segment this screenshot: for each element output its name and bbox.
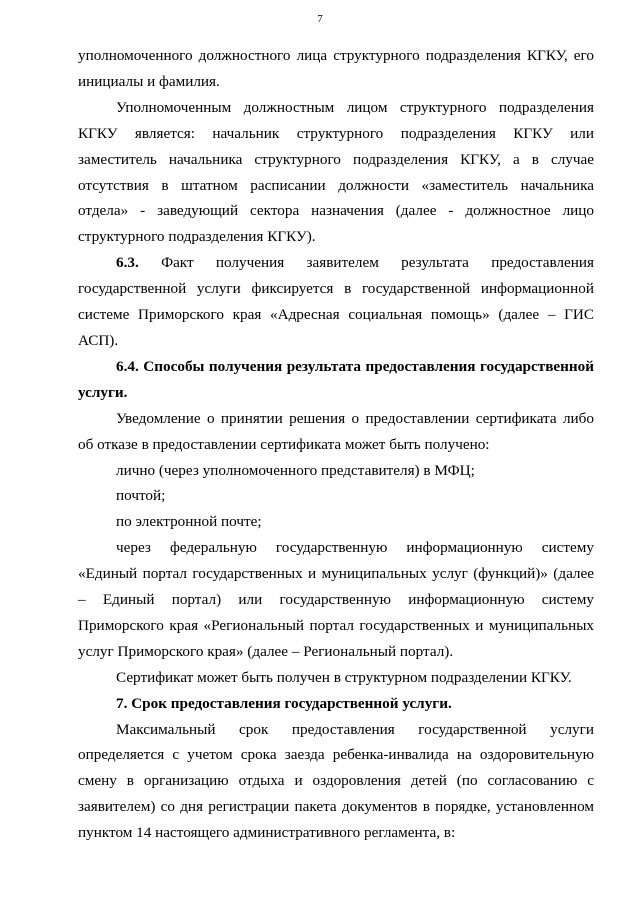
list-item-in-person: лично (через уполномоченного представителя) в МФЦ; [116, 461, 475, 479]
document-body [78, 43, 594, 846]
paragraph-official-initials: уполномоченного должностного лица структурного подразделения КГКУ, его инициалы и фамилия. [78, 47, 594, 90]
paragraph-certificate: Сертификат может быть получен в структурном подразделении КГКУ. [116, 668, 572, 686]
paragraph-6-3 [78, 250, 594, 354]
heading-6-4: 6.4. Способы получения результата предоставления государственной услуги. [78, 357, 594, 401]
paragraph-authorized-official: Уполномоченным должностным лицом структурного подразделения КГКУ является: начальник структурного подразделения КГКУ или заместитель начальника структурного подразделения КГКУ, а в случае отсутствия в штатном расписании должности «заместитель начальника отдела» - заведующий сектора назначения (далее - должностное лицо структурного подразделения КГКУ). [78, 98, 594, 246]
paragraph-6-3-text: Факт получения заявителем результата предоставления государственной услуги фиксируется в государственной информационной системе Приморского края «Адресная социальная помощь» (далее – ГИС АСП). [78, 254, 594, 349]
page-number: 7 [317, 13, 323, 25]
section-number-6-3: 6.3. [116, 254, 139, 272]
list-item-email: по электронной почте; [116, 513, 262, 531]
paragraph-max-term: Максимальный срок предоставления государственной услуги определяется с учетом срока заезда ребенка-инвалида на оздоровительную смену в организацию отдыха и оздоровления детей (по согласованию с заявителем) со дня регистрации пакета документов в порядке, установленном пунктом 14 настоящего административного регламента, в: [78, 720, 594, 842]
list-item-mail: почтой; [116, 487, 166, 505]
heading-section-7: 7. Срок предоставления государственной услуги. [116, 694, 452, 712]
paragraph-notification: Уведомление о принятии решения о предоставлении сертификата либо об отказе в предоставлении сертификата может быть получено: [78, 409, 594, 453]
list-item-portal: через федеральную государственную информационную систему «Единый портал государственных и муниципальных услуг (функций)» (далее – Единый портал) или государственную информационную систему Приморского края «Региональный портал государственных и муниципальных услуг Приморского края» (далее – Региональный портал). [78, 539, 594, 660]
